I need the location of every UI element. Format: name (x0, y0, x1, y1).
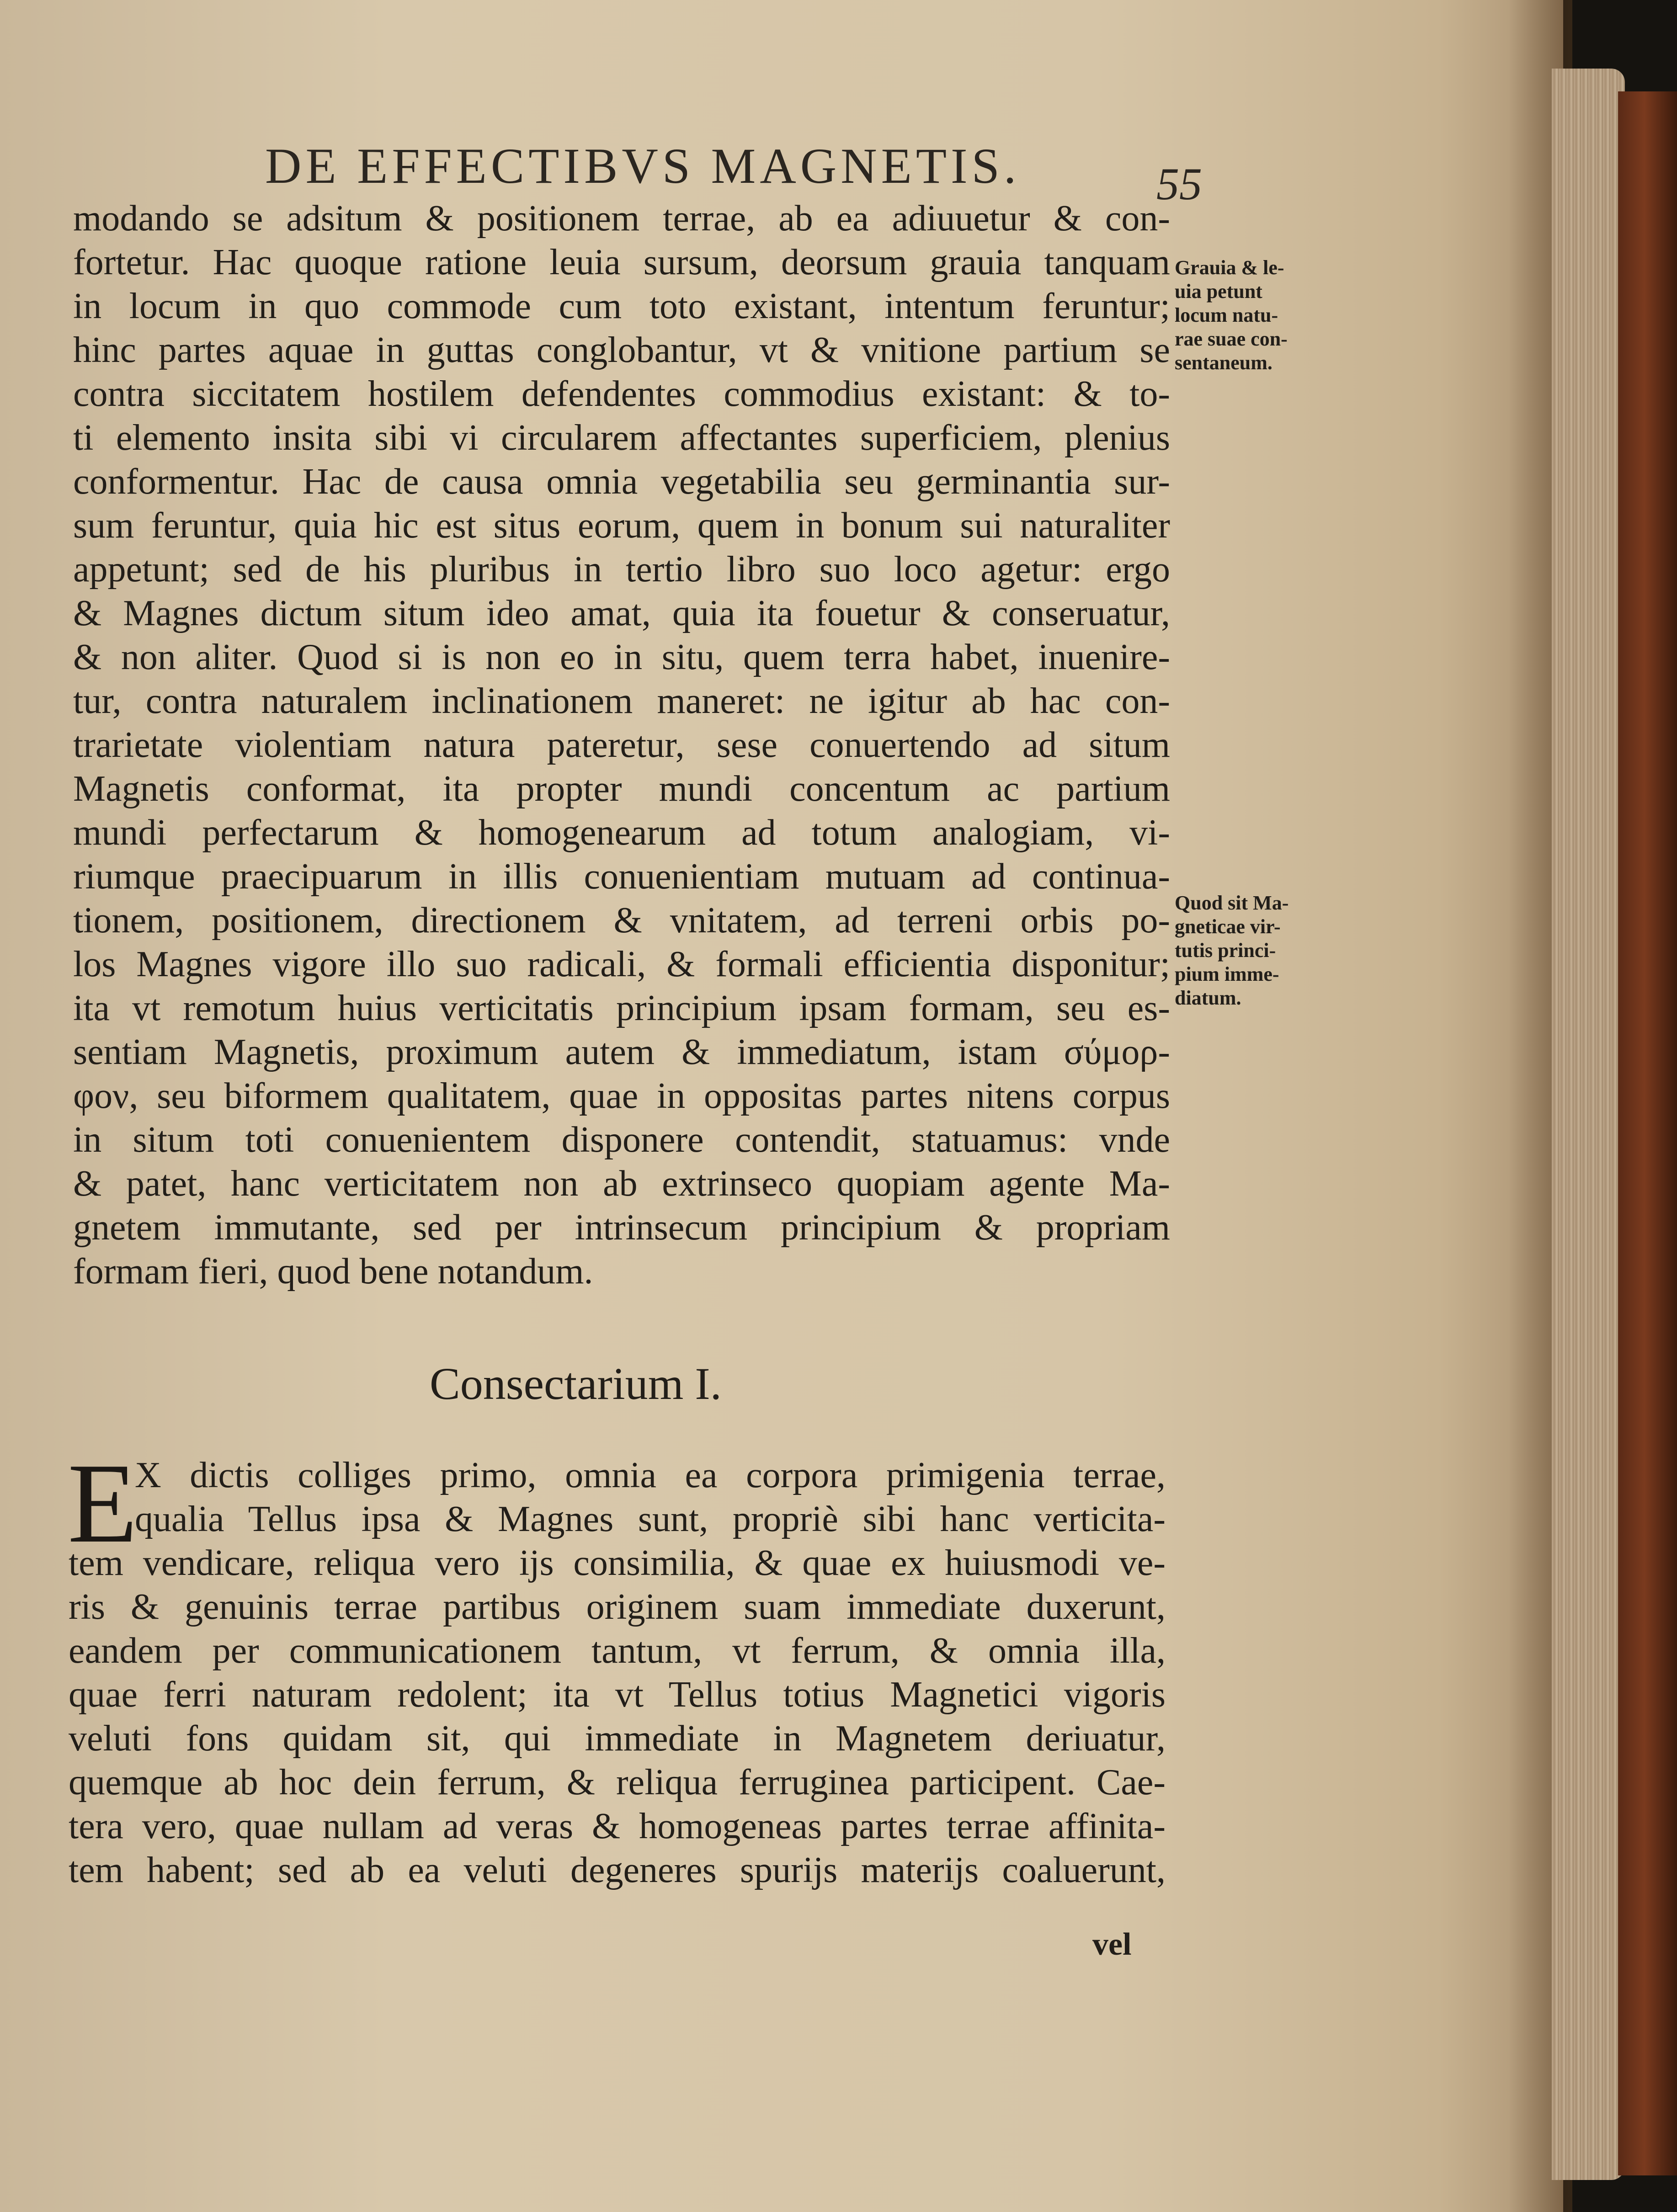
text-line: modando se adsitum & positionem terrae, ab ea adiuuetur & con- (73, 198, 1170, 239)
text-line: riumque praecipuarum in illis conuenientiam mutuam ad continua- (73, 856, 1170, 897)
text-line: fortetur. Hac quoque ratione leuia sursum, deorsum grauia tanquam (73, 242, 1170, 282)
section-heading: Consectarium I. (430, 1358, 722, 1409)
body-text-lower (69, 1453, 1166, 1892)
marginal-note-line: Grauia & le- (1175, 256, 1284, 279)
text-line: & non aliter. Quod si is non eo in situ, quem terra habet, inuenire- (73, 637, 1170, 677)
leather-binding (1618, 91, 1677, 2175)
text-line: tem vendicare, reliqua vero ijs consimilia, & quae ex huiusmodi ve- (69, 1543, 1166, 1583)
text-line: X dictis colliges primo, omnia ea corpora primigenia terrae, (135, 1455, 1166, 1495)
page-number: 55 (1156, 159, 1202, 209)
marginal-note (1175, 256, 1339, 375)
text-line: tionem, positionem, directionem & vnitatem, ad terreni orbis po- (73, 900, 1170, 941)
marginal-note-line: locum natu- (1175, 304, 1278, 326)
text-line: quae ferri naturam redolent; ita vt Tellus totius Magnetici vigoris (69, 1675, 1166, 1715)
text-line: quemque ab hoc dein ferrum, & reliqua ferruginea participent. Cae- (69, 1762, 1166, 1803)
marginal-note-line: gneticae vir- (1175, 915, 1281, 938)
text-line: & Magnes dictum situm ideo amat, quia ita fouetur & conseruatur, (73, 593, 1170, 633)
text-line: tera vero, quae nullam ad veras & homogeneas partes terrae affinita- (69, 1806, 1166, 1846)
text-line: tur, contra naturalem inclinationem maneret: ne igitur ab hac con- (73, 681, 1170, 721)
text-line: gnetem immutante, sed per intrinsecum principium & propriam (73, 1207, 1170, 1248)
marginal-note-line: diatum. (1175, 987, 1241, 1009)
catchword: vel (1092, 1927, 1132, 1962)
text-line: hinc partes aquae in guttas conglobantur, vt & vnitione partium se (73, 330, 1170, 370)
drop-cap: E (68, 1440, 138, 1567)
text-line: ris & genuinis terrae partibus originem suam immediate duxerunt, (69, 1587, 1166, 1627)
marginal-note-line: sentaneum. (1175, 351, 1272, 374)
running-head: DE EFFECTIBVS MAGNETIS. (265, 138, 1021, 194)
marginal-note-line: pium imme- (1175, 963, 1279, 985)
text-line: formam fieri, quod bene notandum. (73, 1251, 593, 1292)
marginal-note-line: Quod sit Ma- (1175, 892, 1289, 914)
text-line: & patet, hanc verticitatem non ab extrinseco quopiam agente Ma- (73, 1164, 1170, 1204)
text-line: in locum in quo commode cum toto existant, intentum feruntur; (73, 286, 1170, 326)
marginal-note (1175, 891, 1339, 1010)
text-line: conformentur. Hac de causa omnia vegetabilia seu germinantia sur- (73, 462, 1170, 502)
text-line: Magnetis conformat, ita propter mundi concentum ac partium (73, 769, 1170, 809)
page-edges (1552, 69, 1625, 2180)
text-line: trarietate violentiam natura pateretur, sese conuertendo ad situm (73, 725, 1170, 765)
body-text-upper (73, 197, 1170, 1293)
text-line: in situm toti conuenientem disponere contendit, statuamus: vnde (73, 1120, 1170, 1160)
text-line: contra siccitatem hostilem defendentes commodius existant: & to- (73, 374, 1170, 414)
text-line: φον, seu biformem qualitatem, quae in oppositas partes nitens corpus (73, 1076, 1170, 1116)
text-line: los Magnes vigore illo suo radicali, & formali efficientia disponitur; (73, 944, 1170, 984)
text-line: eandem per communicationem tantum, vt ferrum, & omnia illa, (69, 1631, 1166, 1671)
text-line: sentiam Magnetis, proximum autem & immediatum, istam σύμορ- (73, 1032, 1170, 1072)
text-line: tem habent; sed ab ea veluti degeneres spurijs materijs coaluerunt, (69, 1850, 1166, 1890)
text-line: mundi perfectarum & homogenearum ad totum analogiam, vi- (73, 813, 1170, 853)
marginal-note-line: uia petunt (1175, 280, 1262, 303)
text-line: qualia Tellus ipsa & Magnes sunt, propriè sibi hanc verticita- (135, 1499, 1166, 1539)
text-line: veluti fons quidam sit, qui immediate in Magnetem deriuatur, (69, 1718, 1166, 1759)
text-line: ita vt remotum huius verticitatis principium ipsam formam, seu es- (73, 988, 1170, 1028)
text-line: ti elemento insita sibi vi circularem affectantes superficiem, plenius (73, 418, 1170, 458)
marginal-note-line: tutis princi- (1175, 939, 1276, 962)
text-line: sum feruntur, quia hic est situs eorum, quem in bonum sui naturaliter (73, 505, 1170, 546)
text-line: appetunt; sed de his pluribus in tertio libro suo loco agetur: ergo (73, 549, 1170, 590)
marginal-note-line: rae suae con- (1175, 328, 1288, 350)
